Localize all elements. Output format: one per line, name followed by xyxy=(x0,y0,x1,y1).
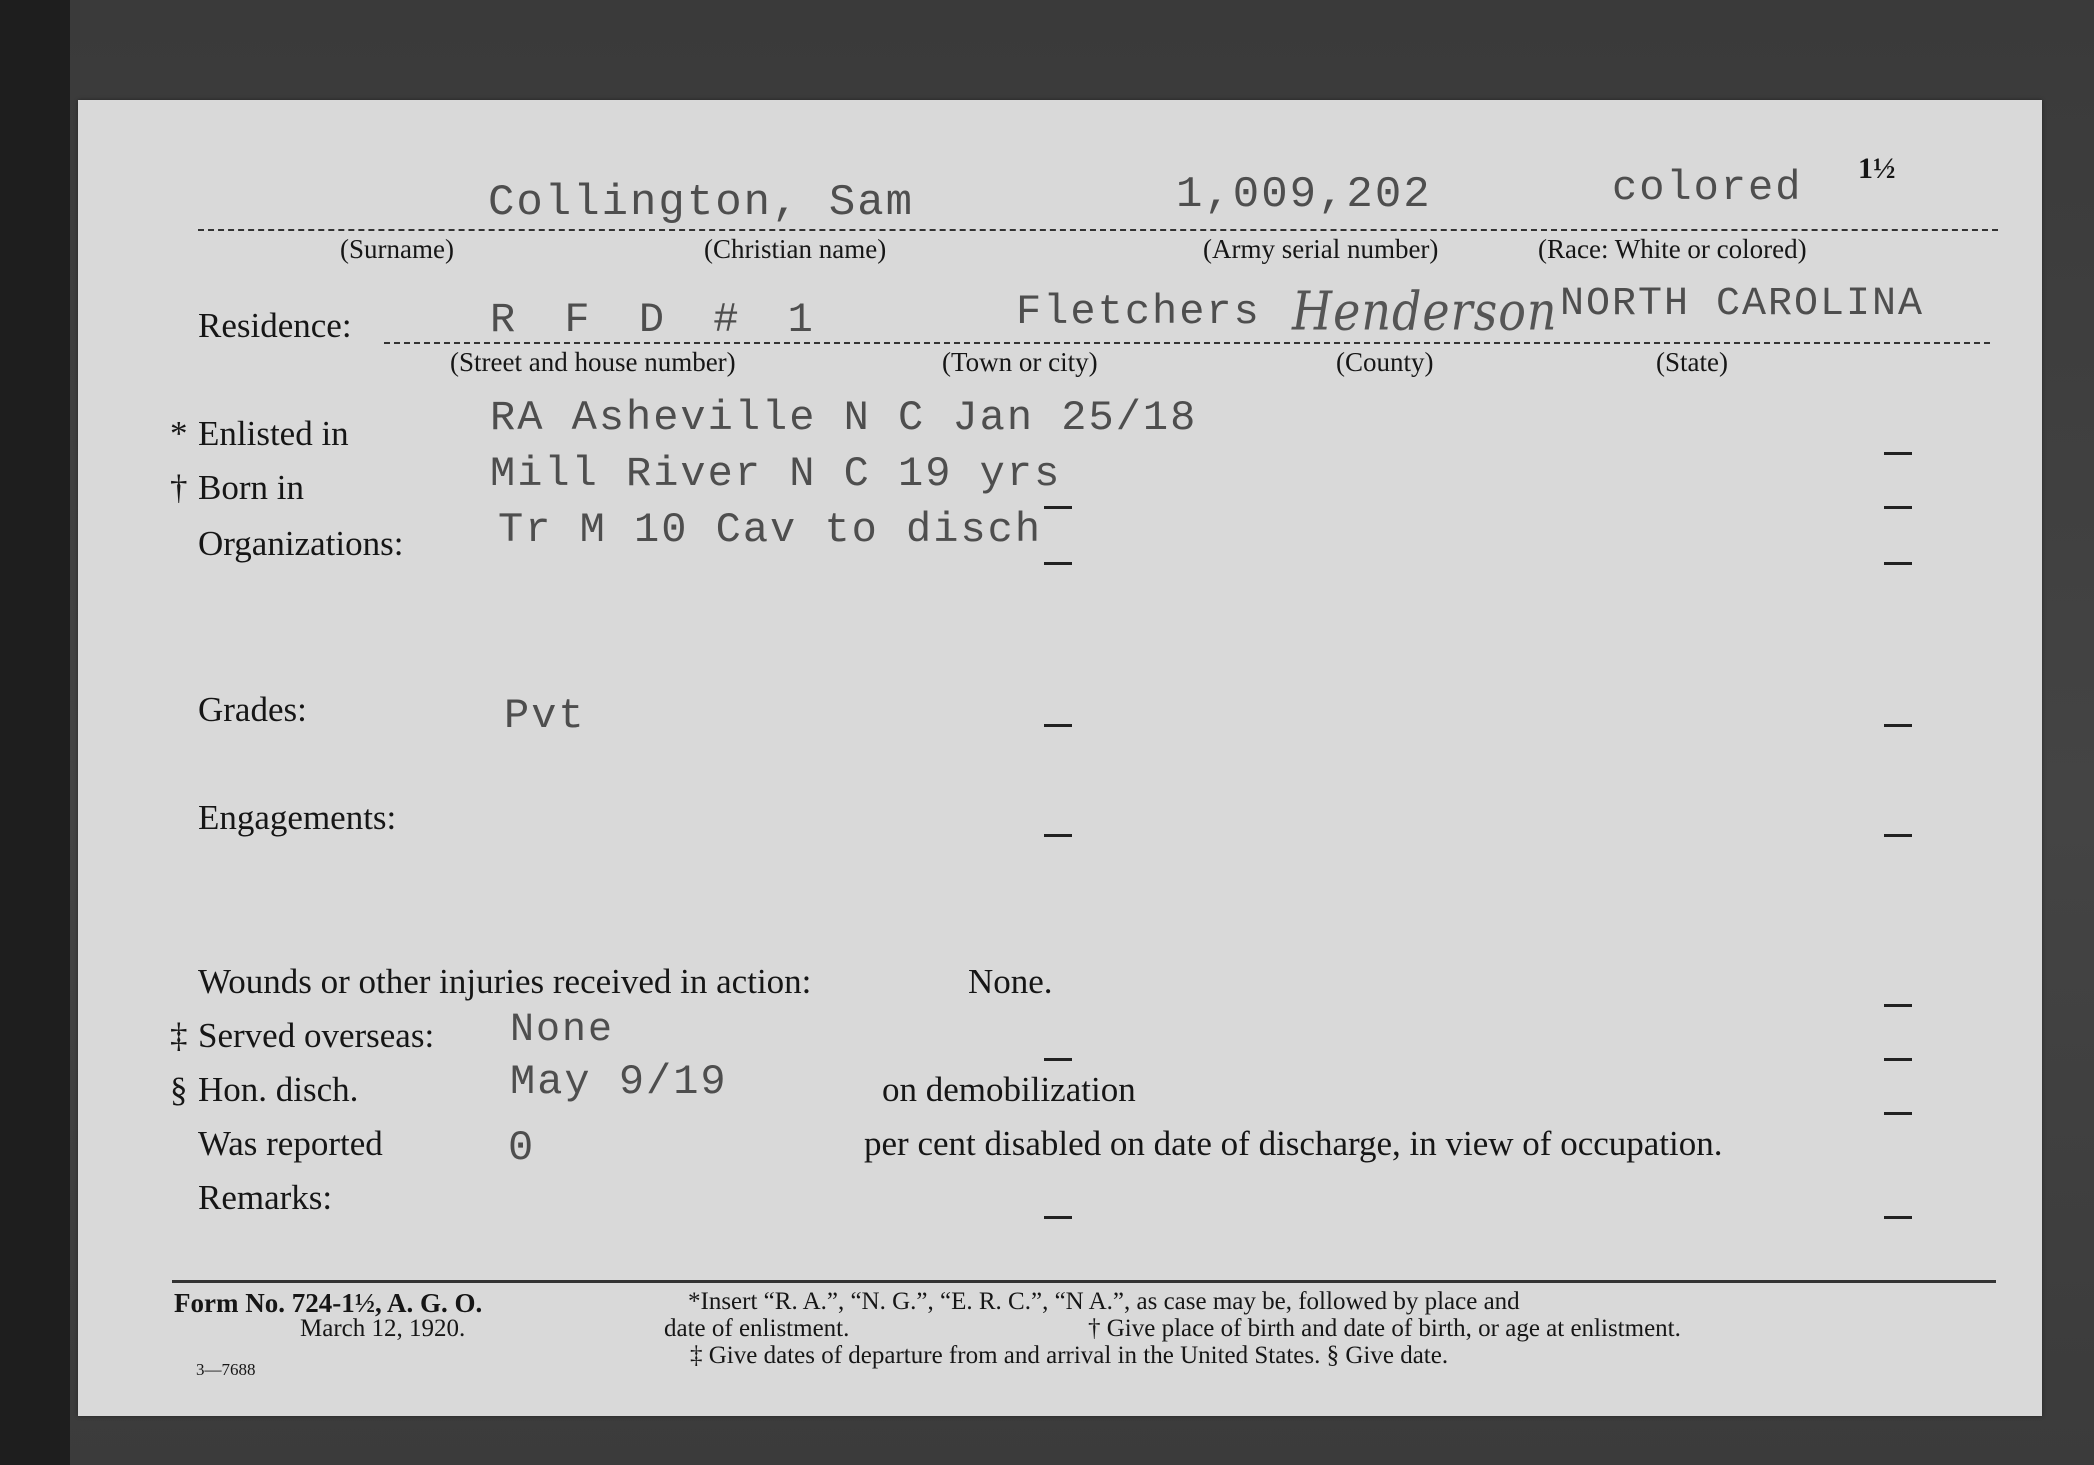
footnote-line-1: *Insert “R. A.”, “N. G.”, “E. R. C.”, “N A.”, as case may be, followed by place and xyxy=(688,1288,1520,1315)
reported-suffix: per cent disabled on date of discharge, in view of occupation. xyxy=(864,1124,1723,1163)
disch-value: May 9/19 xyxy=(510,1058,728,1106)
christian-name-caption: (Christian name) xyxy=(704,234,887,264)
overseas-label: Served overseas: xyxy=(198,1016,435,1055)
enlisted-label: Enlisted in xyxy=(198,414,349,453)
engagements-label: Engagements: xyxy=(198,798,397,837)
footnote-line-2b: † Give place of birth and date of birth, or age at enlistment. xyxy=(1088,1315,1681,1342)
remarks-blank-middle xyxy=(1044,1216,1072,1219)
wounds-value: None. xyxy=(968,962,1053,1001)
state-caption: (State) xyxy=(1656,347,1728,377)
service-record-card xyxy=(78,100,2042,1416)
residence-label: Residence: xyxy=(198,306,352,345)
remarks-blank-right xyxy=(1884,1216,1912,1219)
form-number: Form No. 724-1½, A. G. O. xyxy=(174,1288,483,1318)
race-caption: (Race: White or colored) xyxy=(1538,234,1807,264)
grades-blank-right xyxy=(1884,724,1912,727)
serial-number-caption: (Army serial number) xyxy=(1203,234,1439,264)
race-value: colored xyxy=(1612,164,1803,212)
wounds-blank-right xyxy=(1884,1004,1912,1007)
town-value: Fletchers xyxy=(1016,288,1261,336)
residence-rule xyxy=(384,342,1990,344)
street-value: R F D # 1 xyxy=(490,296,825,344)
organizations-blank-middle xyxy=(1044,562,1072,565)
county-value: Henderson xyxy=(1292,279,1558,343)
town-caption: (Town or city) xyxy=(942,347,1098,377)
wounds-label: Wounds or other injuries received in action: xyxy=(198,962,812,1001)
grades-blank-middle xyxy=(1044,724,1072,727)
disch-footnote-mark: § xyxy=(170,1070,188,1109)
reported-label: Was reported xyxy=(198,1124,383,1163)
header-rule xyxy=(198,229,1998,231)
footnote-line-2a: date of enlistment. xyxy=(664,1315,850,1342)
engagements-blank-middle xyxy=(1044,834,1072,837)
overseas-blank-middle xyxy=(1044,1058,1072,1061)
street-caption: (Street and house number) xyxy=(450,347,736,377)
footnote-line-3: ‡ Give dates of departure from and arrival in the United States. § Give date. xyxy=(690,1342,1449,1369)
reported-value: 0 xyxy=(508,1124,536,1172)
grades-label: Grades: xyxy=(198,690,307,729)
organizations-value: Tr M 10 Cav to disch xyxy=(498,506,1043,554)
born-footnote-mark: † xyxy=(170,468,188,507)
born-label: Born in xyxy=(198,468,304,507)
overseas-footnote-mark: ‡ xyxy=(170,1016,188,1055)
overseas-blank-right xyxy=(1884,1058,1912,1061)
state-value: NORTH CAROLINA xyxy=(1560,282,1925,327)
surname-christian-value: Collington, Sam xyxy=(488,178,915,228)
serial-number-value: 1,009,202 xyxy=(1176,170,1432,220)
disch-blank-right xyxy=(1884,1112,1912,1115)
print-code: 3—7688 xyxy=(196,1360,256,1379)
remarks-label: Remarks: xyxy=(198,1178,333,1217)
enlisted-value: RA Asheville N C Jan 25/18 xyxy=(490,394,1198,442)
corner-mark: 1½ xyxy=(1858,152,1896,185)
born-blank-right xyxy=(1884,506,1912,509)
grades-value: Pvt xyxy=(504,692,586,740)
surname-caption: (Surname) xyxy=(340,234,454,264)
county-caption: (County) xyxy=(1336,347,1434,377)
engagements-blank-right xyxy=(1884,834,1912,837)
enlisted-blank-right xyxy=(1884,452,1912,455)
organizations-label: Organizations: xyxy=(198,524,404,563)
binder-edge xyxy=(0,0,70,1465)
organizations-blank-right xyxy=(1884,562,1912,565)
born-blank-middle xyxy=(1044,506,1072,509)
form-date: March 12, 1920. xyxy=(300,1315,466,1342)
disch-suffix: on demobilization xyxy=(882,1070,1136,1109)
footer-rule xyxy=(172,1280,1996,1283)
overseas-value: None xyxy=(510,1008,615,1053)
disch-label: Hon. disch. xyxy=(198,1070,359,1109)
enlisted-footnote-mark: * xyxy=(170,414,188,453)
born-value: Mill River N C 19 yrs xyxy=(490,450,1062,498)
